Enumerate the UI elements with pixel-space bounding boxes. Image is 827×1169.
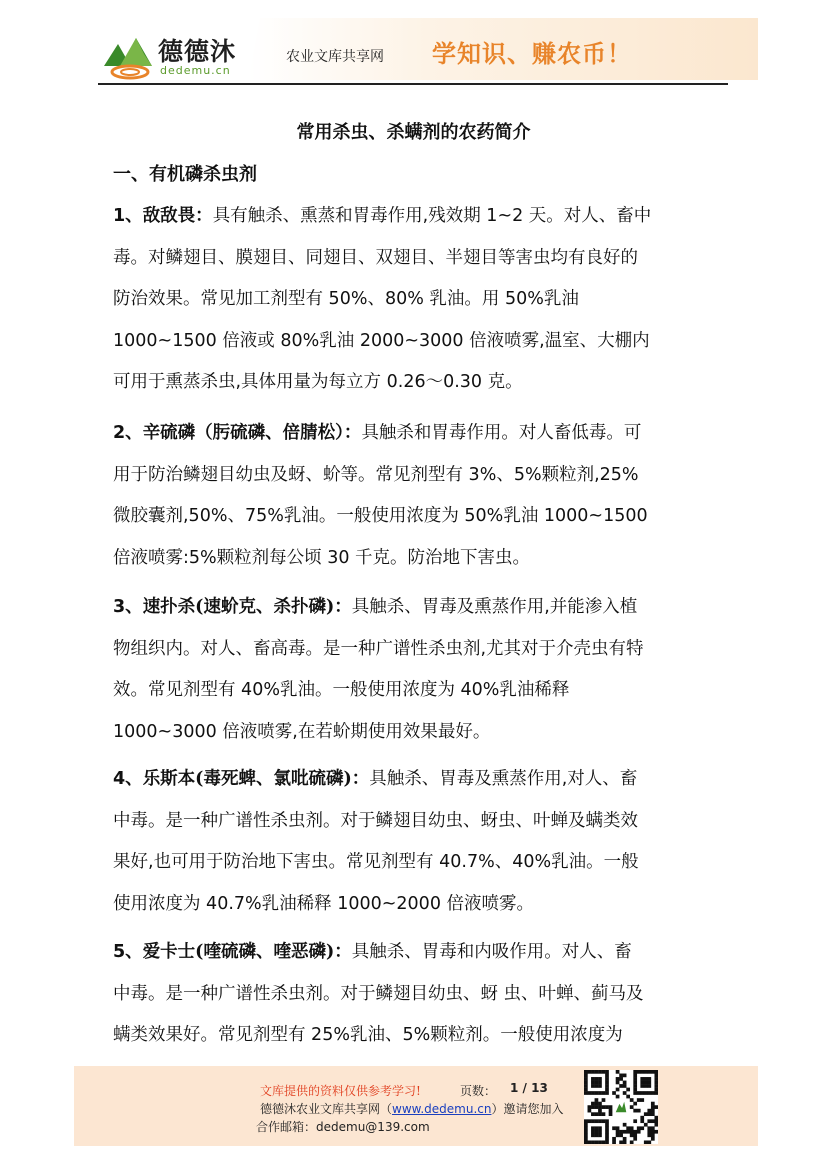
item-text: 具有触杀、熏蒸和胃毒作用,残效期 1~2 天。对人、畜中 — [212, 206, 652, 226]
invite-suffix: ）邀请您加入 — [491, 1102, 564, 1116]
text-line: 1000~1500 倍液或 80%乳油 2000~3000 倍液喷雾,温室、大棚内 — [113, 330, 650, 351]
document-title: 常用杀虫、杀螨剂的农药简介 — [296, 122, 531, 143]
site-name: 农业文库共享网 — [286, 49, 384, 65]
footer-invite — [260, 1100, 564, 1117]
item-name: 乐斯本(毒死蜱、氯吡硫磷)： — [142, 769, 370, 789]
list-item — [113, 759, 713, 925]
page-count-label: 页数： — [460, 1084, 497, 1098]
list-item — [113, 587, 713, 753]
item-name: 爱卡士(喹硫磷、喹恶磷)： — [142, 942, 352, 962]
text-line: 1000~3000 倍液喷雾,在若蚧期使用效果最好。 — [113, 721, 491, 742]
text-line: 毒。对鳞翅目、膜翅目、同翅目、双翅目、半翅目等害虫均有良好的 — [113, 247, 638, 268]
list-item — [113, 196, 713, 404]
item-text: 具触杀、胃毒及熏蒸作用,对人、畜 — [369, 769, 638, 789]
text-line — [113, 587, 713, 629]
text-line: 物组织内。对人、畜高毒。是一种广谱性杀虫剂,尤其对于介壳虫有特 — [113, 638, 644, 659]
section-heading: 一、有机磷杀虫剂 — [113, 164, 257, 185]
mountain-leaf-logo-icon — [102, 32, 160, 82]
logo-text: 德德沐 — [158, 37, 237, 66]
footer-notice: 文库提供的资料仅供参考学习! — [260, 1084, 421, 1098]
header-divider — [98, 83, 728, 85]
item-number: 5、 — [113, 942, 143, 962]
text-line: 效。常见剂型有 40%乳油。一般使用浓度为 40%乳油稀释 — [113, 680, 570, 700]
list-item — [113, 932, 713, 1057]
text-line: 用于防治鳞翅目幼虫及蚜、蚧等。常见剂型有 3%、5%颗粒剂,25% — [113, 464, 639, 485]
item-number: 4、 — [113, 769, 143, 789]
item-number: 2、 — [113, 423, 143, 443]
item-name: 辛硫磷（肟硫磷、倍腈松）： — [142, 423, 362, 443]
page-count: 1 / 13 — [510, 1081, 548, 1095]
text-line: 倍液喷雾:5%颗粒剂每公顷 30 千克。防治地下害虫。 — [113, 547, 531, 568]
text-line: 果好,也可用于防治地下害虫。常见剂型有 40.7%、40%乳油。一般 — [113, 852, 639, 872]
text-line: 使用浓度为 40.7%乳油稀释 1000~2000 倍液喷雾。 — [113, 893, 535, 914]
footer-email — [256, 1118, 430, 1135]
email-label: 合作邮箱： — [256, 1120, 317, 1134]
text-line — [113, 932, 713, 974]
slogan: 学知识、赚农币！ — [432, 39, 632, 68]
invite-prefix: 德德沐农业文库共享网（ — [260, 1102, 393, 1116]
item-name: 敌敌畏： — [142, 206, 213, 226]
item-number: 1、 — [113, 206, 143, 226]
site-link[interactable]: www.dedemu.cn — [392, 1102, 492, 1116]
text-line: 中毒。是一种广谱性杀虫剂。对于鳞翅目幼虫、蚜虫、叶蝉及螨类效 — [113, 810, 638, 831]
text-line: 微胶囊剂,50%、75%乳油。一般使用浓度为 50%乳油 1000~1500 — [113, 506, 648, 526]
item-text: 具触杀和胃毒作用。对人畜低毒。可 — [361, 423, 642, 443]
item-text: 具触杀、胃毒和内吸作用。对人、畜 — [351, 942, 632, 962]
text-line — [113, 413, 713, 455]
logo-domain: dedemu.cn — [160, 64, 231, 77]
item-name: 速扑杀(速蚧克、杀扑磷)： — [142, 597, 352, 617]
item-text: 具触杀、胃毒及熏蒸作用,并能渗入植 — [351, 597, 638, 617]
page-header — [98, 18, 758, 84]
text-line — [113, 759, 713, 801]
qr-code-icon — [584, 1070, 658, 1144]
list-item — [113, 413, 713, 579]
text-line: 螨类效果好。常见剂型有 25%乳油、5%颗粒剂。一般使用浓度为 — [113, 1025, 623, 1045]
text-line: 防治效果。常见加工剂型有 50%、80% 乳油。用 50%乳油 — [113, 289, 579, 309]
text-line — [113, 196, 713, 238]
text-line: 可用于熏蒸杀虫,具体用量为每立方 0.26～0.30 克。 — [113, 372, 523, 392]
text-line: 中毒。是一种广谱性杀虫剂。对于鳞翅目幼虫、蚜 虫、叶蝉、蓟马及 — [113, 983, 644, 1004]
item-number: 3、 — [113, 597, 143, 617]
email-address: dedemu@139.com — [316, 1120, 430, 1134]
